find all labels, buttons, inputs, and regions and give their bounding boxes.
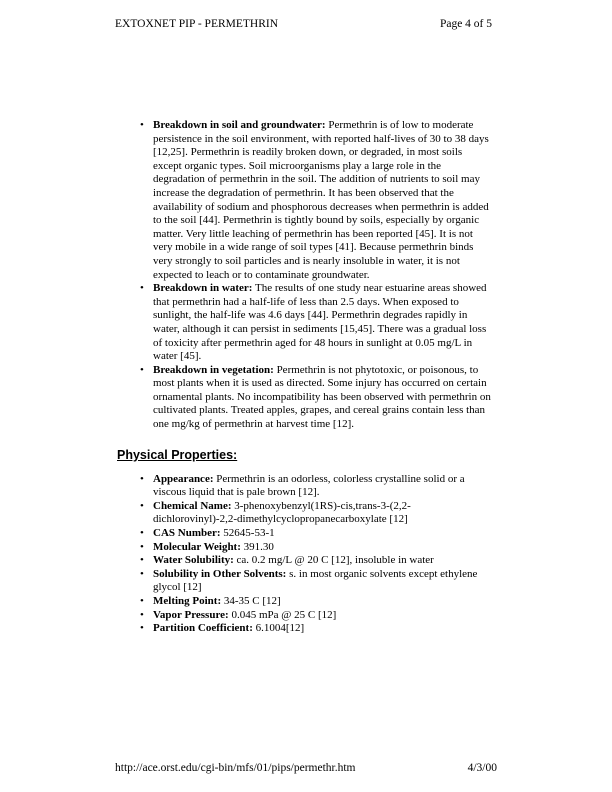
section-heading-physical-properties: Physical Properties: <box>117 447 238 462</box>
physical-properties-list <box>117 473 491 636</box>
list-item-breakdown-water <box>140 282 491 364</box>
list-item-appearance <box>140 473 491 500</box>
header-page-number: Page 4 of 5 <box>439 18 492 30</box>
item-label: Breakdown in water: <box>153 282 253 295</box>
header-title: EXTOXNET PIP - PERMETHRIN <box>115 18 279 30</box>
list-item-melting-point <box>140 595 491 609</box>
list-item-breakdown-soil <box>140 119 491 282</box>
list-item-molecular-weight <box>140 541 491 555</box>
item-label: Breakdown in vegetation: <box>153 363 274 376</box>
item-text: 6.1004[12] <box>255 622 305 635</box>
item-label: Appearance: <box>153 472 214 485</box>
list-item-breakdown-vegetation <box>140 364 491 432</box>
item-text: ca. 0.2 mg/L @ 20 C [12], insoluble in water <box>236 554 434 567</box>
item-text: The results of one study near estuarine areas showed that permethrin had a half-life of less than 2.5 days. When exposed to sunlight, the half-life was 4.6 days [44]. Permethrin degrades rapidly in water, although it can persist in sediments [15,45]. There was a gradual loss of toxicity after permethrin aged for 48 hours in sunlight at 0.05 mg/L in water [45]. <box>153 282 487 363</box>
list-item-water-solubility <box>140 554 491 568</box>
list-item-chemical-name <box>140 500 491 527</box>
item-label: CAS Number: <box>153 527 221 540</box>
item-text: s. in most organic solvents except ethylene glycol [12] <box>153 567 478 594</box>
page-header <box>115 18 492 30</box>
item-label: Solubility in Other Solvents: <box>153 567 287 580</box>
page-footer <box>115 762 497 774</box>
footer-url: http://ace.orst.edu/cgi-bin/mfs/01/pips/permethr.htm <box>115 762 356 774</box>
item-text: 391.30 <box>243 540 274 553</box>
item-label: Partition Coefficient: <box>153 622 253 635</box>
item-label: Breakdown in soil and groundwater: <box>153 119 326 131</box>
item-label: Molecular Weight: <box>153 540 241 553</box>
item-label: Melting Point: <box>153 595 222 607</box>
breakdown-list <box>117 119 491 432</box>
list-item-cas-number <box>140 527 491 541</box>
item-text: Permethrin is not phytotoxic, or poisonous, to most plants when it is used as directed. Some injury has occurred on certain ornamental plants. No incompatibility has been observed with permethrin on cultivated plants. Treated apples, grapes, and cereal grains contain less than one mg/kg of permethrin at harvest time [12]. <box>153 363 491 431</box>
item-label: Vapor Pressure: <box>153 608 229 621</box>
item-text: 34-35 C [12] <box>223 595 281 607</box>
item-text: 52645-53-1 <box>223 527 275 540</box>
item-text: 3-phenoxybenzyl(1RS)-cis,trans-3-(2,2-dichlorovinyl)-2,2-dimethylcyclopropanecarboxylate [12] <box>153 499 411 526</box>
item-text: Permethrin is an odorless, colorless crystalline solid or a viscous liquid that is pale brown [12]. <box>153 472 465 499</box>
item-label: Chemical Name: <box>153 499 232 512</box>
page-content <box>117 119 491 636</box>
footer-date: 4/3/00 <box>467 762 497 774</box>
item-text: Permethrin is of low to moderate persistence in the soil environment, with reported half-lives of 30 to 38 days [12,25]. Permethrin is readily broken down, or degraded, in most soils except organic types. Soil microorganisms play a large role in the degradation of permethrin in the soil. The addition of nutrients to soil may increase the degradation of permethrin. It has been observed that the availability of sodium and phosphorous decreases when permethrin is added to the soil [44]. Permethrin is tightly bound by soils, especially by organic matter. Very little leaching of permethrin has been reported [45]. It is not very mobile in a wide range of soil types [41]. Because permethrin binds very strongly to soil particles and is nearly insoluble in water, it is not expected to leach or to contaminate groundwater. <box>153 119 489 281</box>
list-item-partition-coefficient <box>140 622 491 636</box>
item-label: Water Solubility: <box>153 554 234 567</box>
list-item-vapor-pressure <box>140 609 491 623</box>
item-text: 0.045 mPa @ 25 C [12] <box>231 608 337 621</box>
list-item-solubility-other-solvents <box>140 568 491 595</box>
